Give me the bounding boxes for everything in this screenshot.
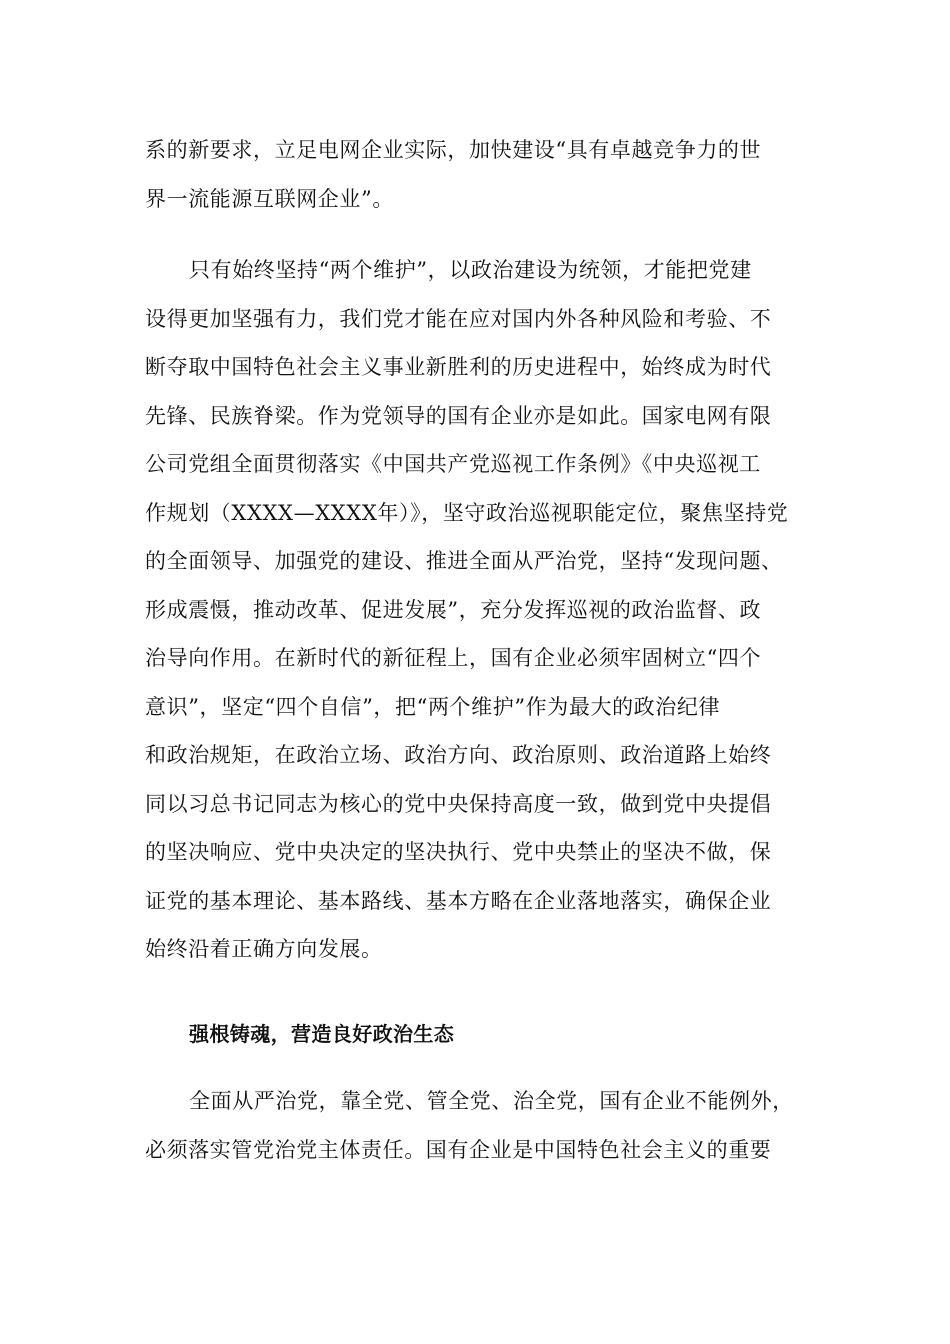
paragraph-line: 始终沿着正确方向发展。: [145, 937, 383, 961]
paragraph-line: 作规划（XXXX—XXXX年）》，坚守政治巡视职能定位，聚焦坚持党: [145, 500, 789, 525]
paragraph-line-indented: 全面从严治党，靠全党、管全党、治全党，国有企业不能例外，: [189, 1089, 794, 1113]
paragraph-line: 和政治规矩，在政治立场、政治方向、政治原则、政治道路上始终: [145, 743, 772, 767]
paragraph-line: 同以习总书记同志为核心的党中央保持高度一致，做到党中央提倡: [145, 791, 772, 816]
paragraph-2: [145, 246, 815, 974]
paragraph-line: 先锋、民族脊梁。作为党领导的国有企业亦是如此。国家电网有限: [145, 403, 772, 428]
paragraph-line-indented: 只有始终坚持“两个维护”，以政治建设为统领，才能把党建: [189, 258, 752, 282]
paragraph-3: [145, 1077, 815, 1174]
paragraph-line: 公司党组全面贯彻落实《中国共产党巡视工作条例》《中央巡视工: [145, 452, 761, 476]
section-heading: 强根铸魂，营造良好政治生态: [189, 1022, 455, 1046]
paragraph-line: 界一流能源互联网企业”。: [145, 186, 394, 211]
paragraph-line: 的坚决响应、党中央决定的坚决执行、党中央禁止的坚决不做，保: [145, 840, 772, 864]
section-heading-block: [145, 1010, 815, 1059]
paragraph-line: 证党的基本理论、基本路线、基本方略在企业落地落实，确保企业: [145, 888, 772, 913]
paragraph-line: 的全面领导、加强党的建设、推进全面从严治党，坚持“发现问题、: [145, 549, 783, 573]
paragraph-line: 必须落实管党治党主体责任。国有企业是中国特色社会主义的重要: [145, 1137, 772, 1162]
paragraph-line: 形成震慑，推动改革、促进发展”，充分发挥巡视的政治监督、政: [145, 597, 762, 622]
paragraph-line: 意识”，坚定“四个自信”，把“两个维护”作为最大的政治纪律: [145, 694, 721, 719]
paragraph-line: 治导向作用。在新时代的新征程上，国有企业必须牢固树立“四个: [145, 646, 762, 670]
paragraph-line: 系的新要求，立足电网企业实际，加快建设“具有卓越竞争力的世: [145, 138, 762, 162]
paragraph-line: 断夺取中国特色社会主义事业新胜利的历史进程中，始终成为时代: [145, 355, 772, 379]
paragraph-line: 设得更加坚强有力，我们党才能在应对国内外各种风险和考验、不: [145, 306, 772, 331]
paragraph-1: [145, 126, 815, 223]
